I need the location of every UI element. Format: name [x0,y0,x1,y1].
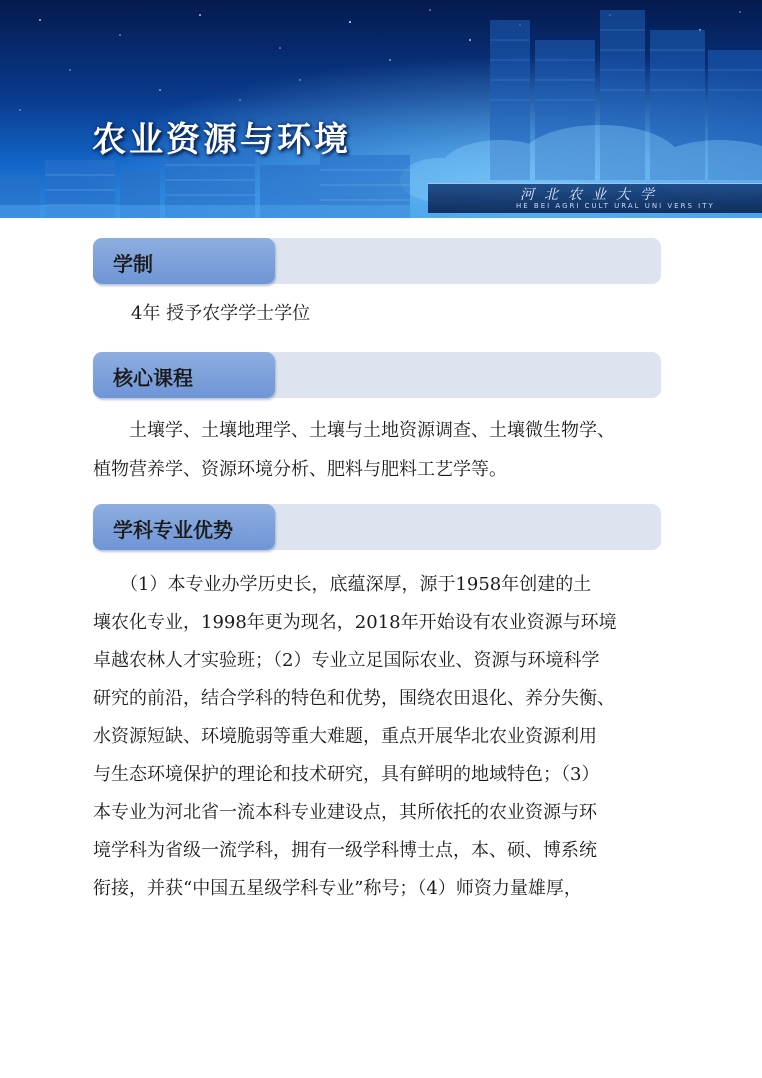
page-title: 农业资源与环境 [92,120,351,160]
section-header-advantages [93,504,661,550]
section-header-core-courses [93,352,661,398]
section-tab [93,238,275,284]
section-tab [93,352,275,398]
advantages-line: 本专业为河北省一流本科专业建设点，其所依托的农业资源与环 [93,802,597,823]
courses-line: 植物营养学、资源环境分析、肥料与肥料工艺学等。 [93,459,507,480]
duration-text: 4年 授予农学学士学位 [131,303,311,324]
university-name-plate [428,183,762,213]
advantages-line: 卓越农林人才实验班；（2）专业立足国际农业、资源与环境科学 [93,650,600,671]
advantages-line: 境学科为省级一流学科，拥有一级学科博士点，本、硕、博系统 [93,840,597,861]
section-title: 学科专业优势 [113,518,233,542]
section-title: 学制 [113,252,153,276]
advantages-line: 水资源短缺、环境脆弱等重大难题，重点开展华北农业资源利用 [93,726,597,747]
header-banner [0,0,762,218]
advantages-line: （1）本专业办学历史长，底蕴深厚，源于1958年创建的土 [93,574,592,595]
section-header-duration [93,238,661,284]
advantages-line: 衔接，并获“中国五星级学科专业”称号；（4）师资力量雄厚， [93,878,582,899]
university-logo-text: 河北农业大学 [520,187,664,203]
university-english-name: HE BEI AGRI CULT URAL UNI VERS ITY [516,202,715,210]
section-tab [93,504,275,550]
advantages-line: 研究的前沿，结合学科的特色和优势，围绕农田退化、养分失衡、 [93,688,615,709]
courses-line: 土壤学、土壤地理学、土壤与土地资源调查、土壤微生物学、 [93,420,615,441]
advantages-line: 与生态环境保护的理论和技术研究，具有鲜明的地域特色；（3） [93,764,600,785]
section-title: 核心课程 [113,366,193,390]
advantages-line: 壤农化专业，1998年更为现名，2018年开始设有农业资源与环境 [93,612,617,633]
